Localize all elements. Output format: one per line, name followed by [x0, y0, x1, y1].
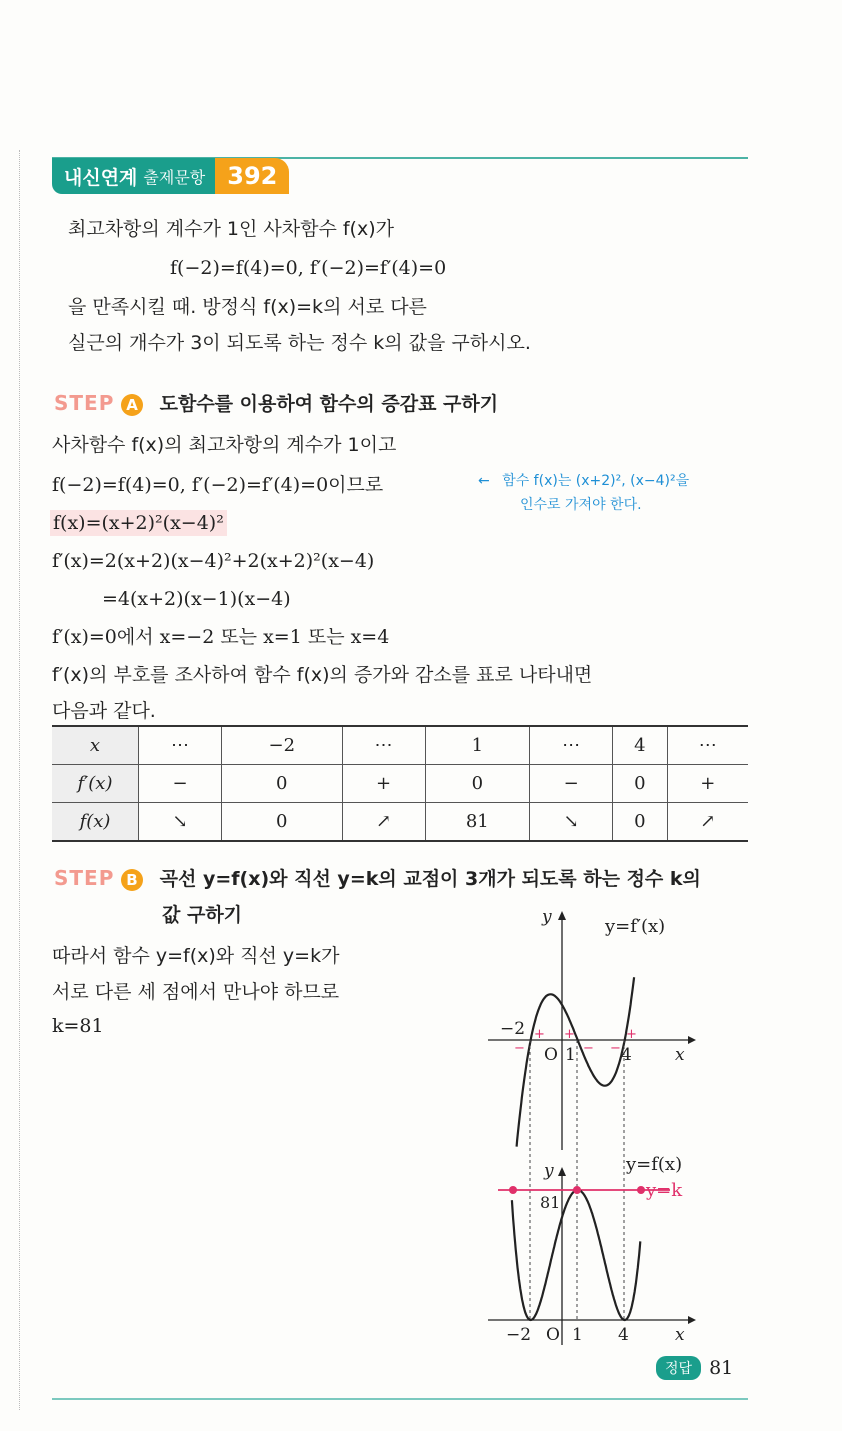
top-tick-1: 1 [565, 1045, 576, 1065]
banner-label-small: 출제문항 [143, 167, 206, 187]
table-cell: − [530, 765, 613, 803]
sign-minus: − [514, 1041, 525, 1056]
side-note [478, 470, 689, 492]
problem-number: 392 [215, 158, 289, 194]
step-a-heading [54, 389, 498, 416]
step-b-line-2: 서로 다른 세 점에서 만나야 하므로 [52, 981, 340, 1003]
answer-badge: 정답 [656, 1356, 701, 1380]
bottom-x-label: x [675, 1325, 685, 1345]
step-b-label: STEP [54, 866, 115, 890]
top-y-arrow [558, 911, 566, 920]
table-cell: 0 [613, 803, 667, 842]
line-y-k-label: y=k [646, 1180, 683, 1201]
step-b-line-1: 따라서 함수 y=f(x)와 직선 y=k가 [52, 945, 340, 967]
step-a-line-6: f′(x)=0에서 x=−2 또는 x=1 또는 x=4 [52, 626, 390, 648]
table-cell: ↗ [667, 803, 748, 842]
step-a-line-3: f(x)=(x+2)²(x−4)² [50, 510, 227, 536]
sign-table [52, 725, 748, 842]
step-a-line-2: f(−2)=f(4)=0, f′(−2)=f′(4)=0이므로 [52, 474, 384, 496]
problem-banner [52, 158, 314, 194]
bottom-tick-4: 4 [618, 1325, 629, 1345]
table-cell: 0 [425, 765, 530, 803]
value-81: 81 [540, 1193, 561, 1212]
table-cell: ⋯ [667, 726, 748, 765]
table-cell: 0 [613, 765, 667, 803]
graph-function [488, 1154, 696, 1345]
problem-line-1: 최고차항의 계수가 1인 사차함수 f(x)가 [68, 218, 394, 240]
step-b-title-2: 값 구하기 [162, 904, 243, 926]
top-x-label: x [675, 1045, 685, 1065]
step-a-line-4: f′(x)=2(x+2)(x−4)²+2(x+2)²(x−4) [52, 550, 375, 572]
answer-box [656, 1356, 733, 1380]
top-curve-label: y=f′(x) [605, 916, 666, 937]
table-cell: f′(x) [52, 765, 139, 803]
table-row [52, 803, 748, 842]
table-cell: 81 [425, 803, 530, 842]
step-a-line-8: 다음과 같다. [52, 700, 156, 722]
problem-line-2: f(−2)=f(4)=0, f′(−2)=f′(4)=0 [170, 257, 447, 279]
bottom-y-arrow [558, 1167, 566, 1176]
table-cell: −2 [222, 726, 342, 765]
sign-plus: + [626, 1027, 637, 1042]
note-line-2: 인수로 가져야 한다. [520, 497, 642, 513]
table-cell: ↗ [342, 803, 425, 842]
intersection-point [637, 1186, 645, 1194]
step-b-title-1: 곡선 y=f(x)와 직선 y=k의 교점이 3개가 되도록 하는 정수 k의 [159, 868, 701, 890]
intersection-point [509, 1186, 517, 1194]
table-cell: 1 [425, 726, 530, 765]
table-row [52, 726, 748, 765]
bottom-origin: O [546, 1325, 560, 1345]
top-tick-m2: −2 [500, 1019, 526, 1039]
table-cell: f(x) [52, 803, 139, 842]
table-cell: ↘ [139, 803, 222, 842]
table-cell: − [139, 765, 222, 803]
note-line-1: 함수 f(x)는 (x+2)², (x−4)²을 [502, 473, 690, 489]
step-b-heading [54, 864, 701, 891]
sign-plus: + [564, 1027, 575, 1042]
table-cell: 0 [222, 765, 342, 803]
bottom-y-label: y [544, 1161, 554, 1181]
table-cell: ⋯ [530, 726, 613, 765]
table-cell: x [52, 726, 139, 765]
table-cell: + [667, 765, 748, 803]
answer-number: 81 [709, 1357, 734, 1379]
intersection-point [573, 1186, 581, 1194]
table-row [52, 765, 748, 803]
top-y-label: y [542, 907, 552, 927]
table-cell: 0 [222, 803, 342, 842]
problem-line-3: 을 만족시킬 때. 방정식 f(x)=k의 서로 다른 [68, 296, 427, 318]
bottom-curve-label: y=f(x) [626, 1154, 683, 1175]
step-a-line-7: f′(x)의 부호를 조사하여 함수 f(x)의 증가와 감소를 표로 나타내면 [52, 664, 593, 686]
step-b-letter: B [121, 869, 143, 891]
note-arrow: ← [478, 473, 490, 489]
step-a-title: 도함수를 이용하여 함수의 증감표 구하기 [159, 393, 499, 415]
top-tick-4: 4 [621, 1045, 632, 1065]
top-x-arrow [688, 1036, 696, 1044]
bottom-tick-m2: −2 [506, 1325, 532, 1345]
bottom-rule [52, 1398, 748, 1400]
table-cell: 4 [613, 726, 667, 765]
function-curve [512, 1190, 640, 1320]
sign-plus: + [534, 1027, 545, 1042]
problem-line-4: 실근의 개수가 3이 되도록 하는 정수 k의 값을 구하시오. [68, 332, 531, 354]
bottom-tick-1: 1 [572, 1325, 583, 1345]
top-origin: O [544, 1045, 558, 1065]
step-a-label: STEP [54, 391, 115, 415]
table-cell: ⋯ [139, 726, 222, 765]
banner-label-bold: 내신연계 [64, 166, 138, 189]
step-a-line-5: =4(x+2)(x−1)(x−4) [102, 588, 291, 610]
margin-dotted-line [19, 150, 20, 1410]
table-cell: ⋯ [342, 726, 425, 765]
step-b-line-3: k=81 [52, 1015, 104, 1037]
bottom-x-arrow [688, 1316, 696, 1324]
table-cell: + [342, 765, 425, 803]
table-cell: ↘ [530, 803, 613, 842]
step-a-letter: A [121, 394, 143, 416]
step-a-line-1: 사차함수 f(x)의 최고차항의 계수가 1이고 [52, 434, 397, 456]
sign-minus: − [583, 1041, 594, 1056]
graphs-svg [470, 900, 750, 1350]
banner-label [52, 158, 215, 194]
sign-minus: − [610, 1041, 621, 1056]
